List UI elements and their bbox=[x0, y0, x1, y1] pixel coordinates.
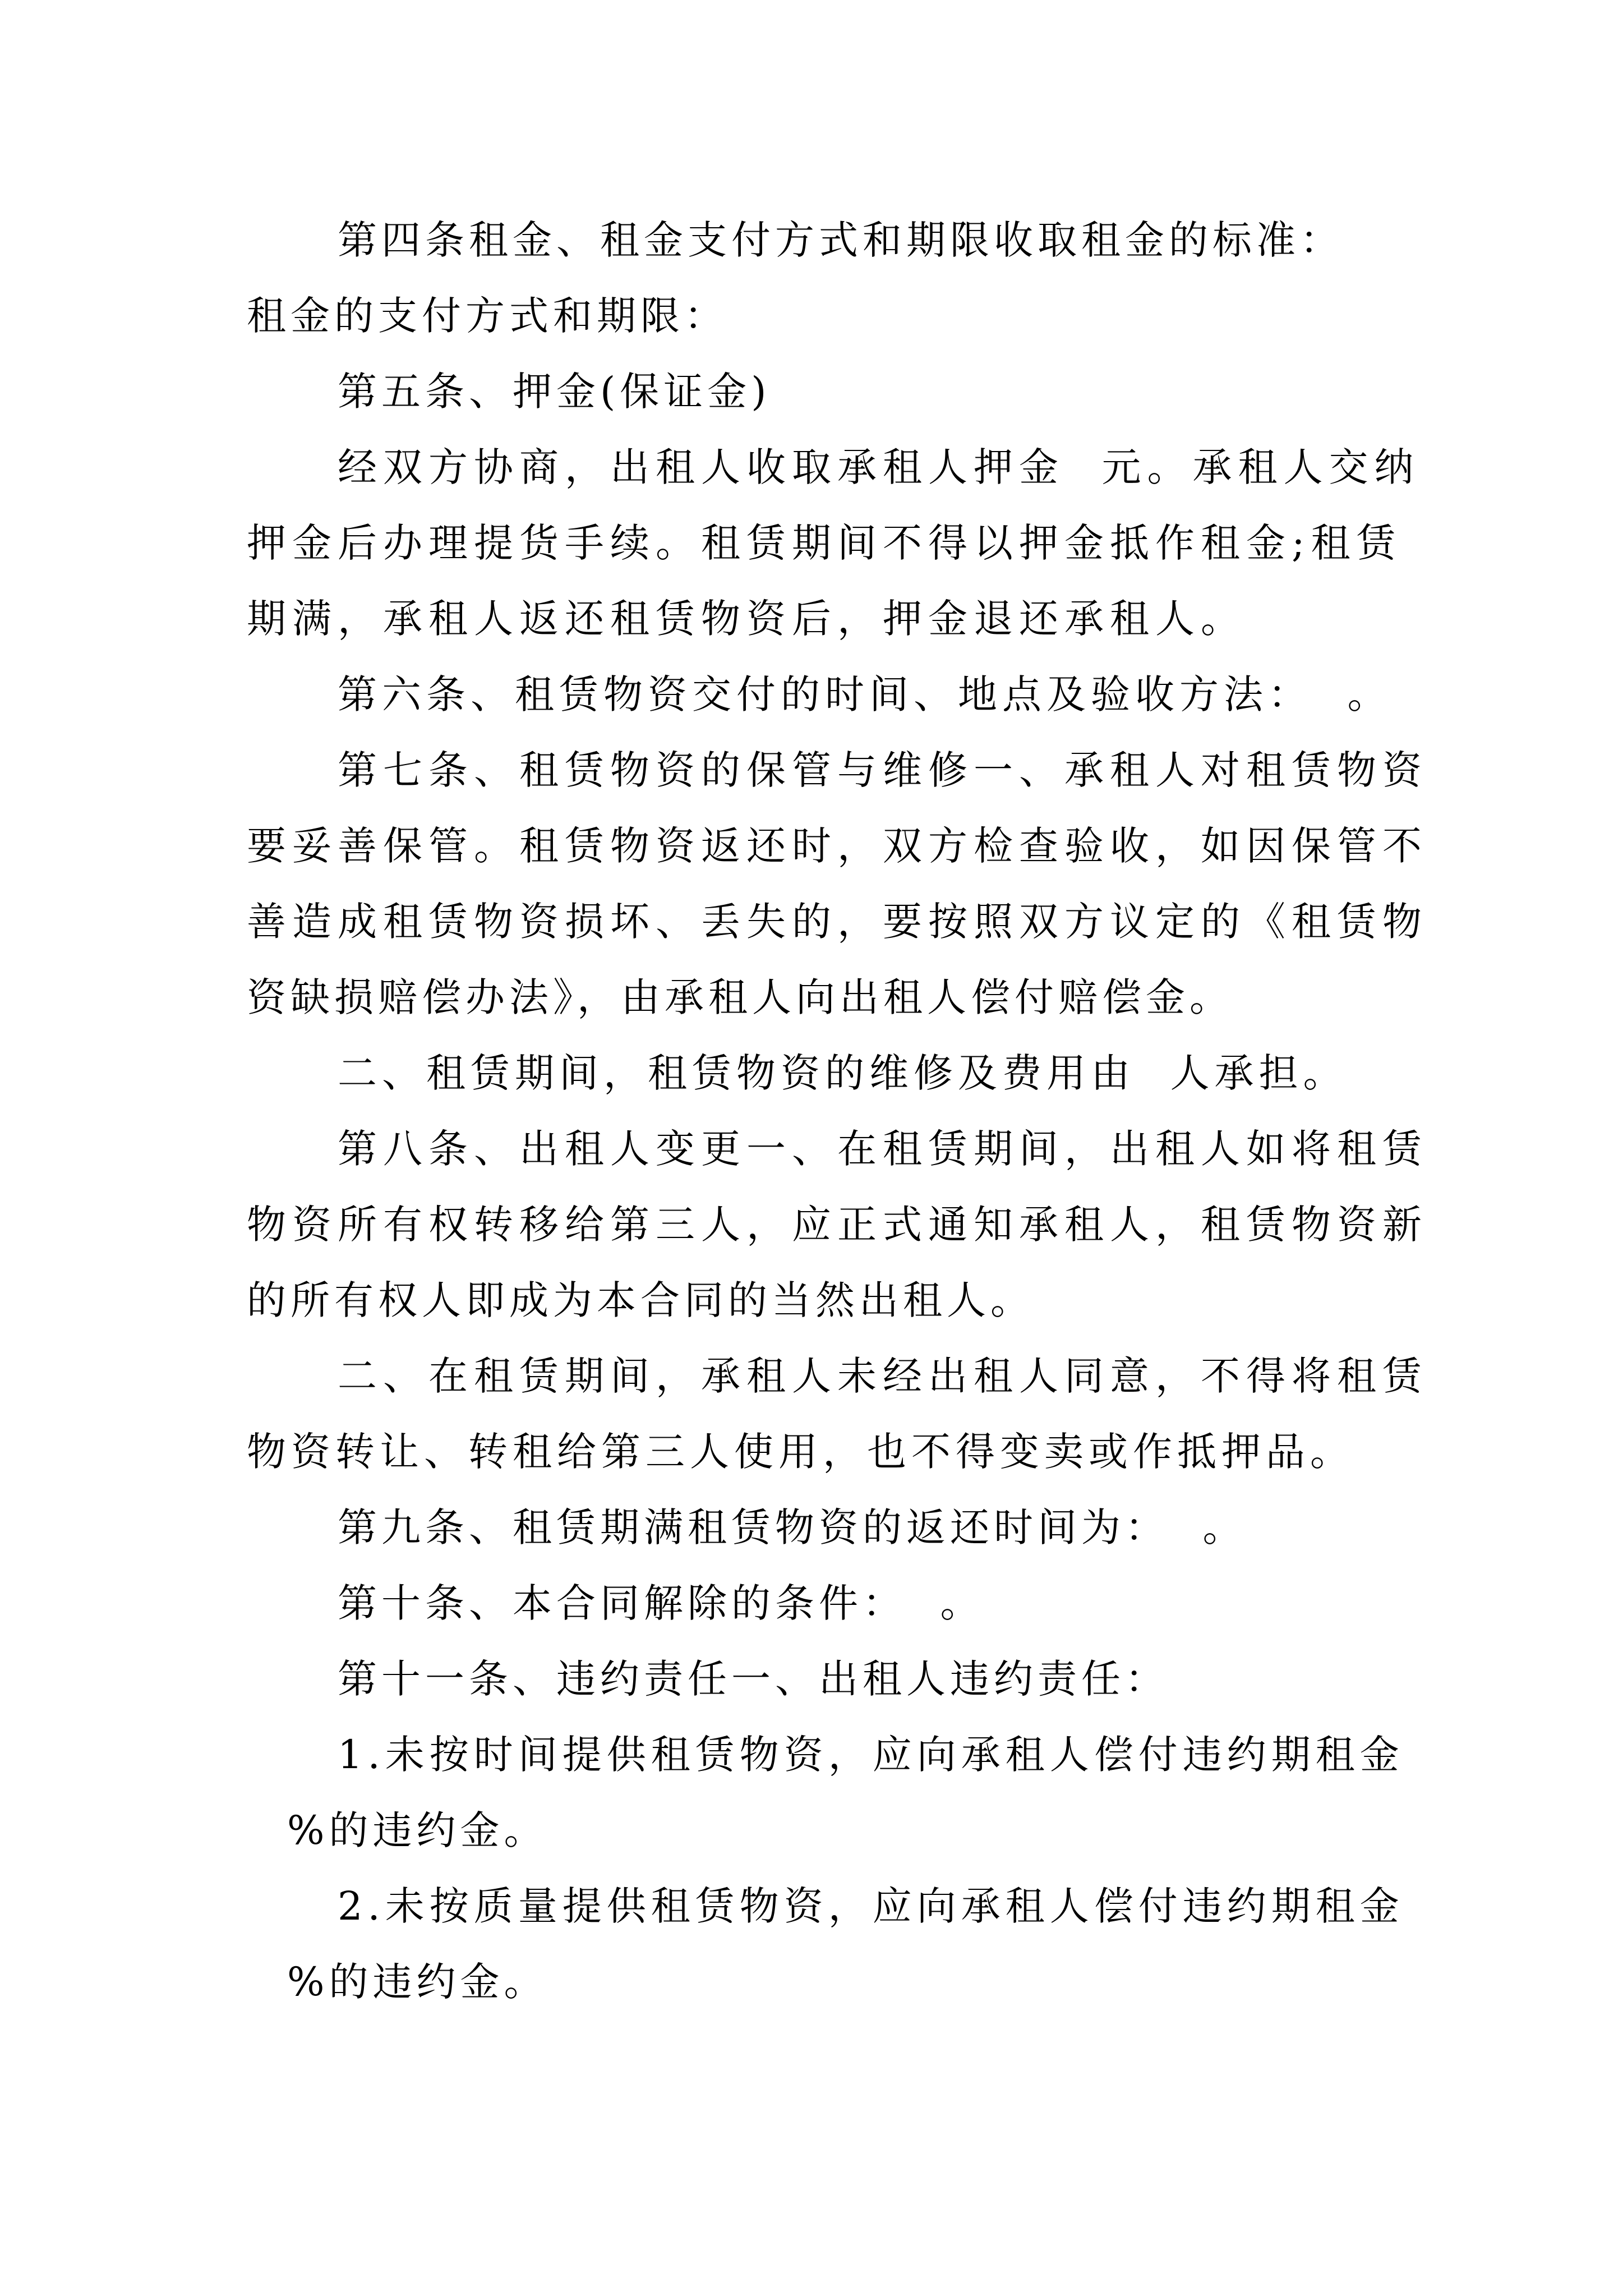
article-6-line: 第六条、租赁物资交付的时间、地点及验收方法： 。 bbox=[338, 671, 1392, 717]
article-10-line: 第十条、本合同解除的条件： 。 bbox=[338, 1580, 984, 1626]
deposit-paragraph-line-2: 押金后办理提货手续。租赁期间不得以押金抵作租金;租赁 bbox=[247, 520, 1402, 566]
breach-item-1-line-2: %的违约金。 bbox=[287, 1807, 548, 1853]
rent-payment-line: 租金的支付方式和期限： bbox=[247, 293, 728, 339]
article-4-heading: 第四条租金、租金支付方式和期限收取租金的标准： bbox=[338, 217, 1344, 263]
article-8-line-2: 物资所有权转移给第三人，应正式通知承租人，租赁物资新 bbox=[247, 1202, 1428, 1248]
breach-item-1-line-1: 1.未按时间提供租赁物资，应向承租人偿付违约期租金 bbox=[338, 1732, 1404, 1778]
deposit-paragraph-line-1: 经双方协商，出租人收取承租人押金 元。承租人交纳 bbox=[338, 444, 1420, 490]
article-7-line-3: 善造成租赁物资损坏、丢失的，要按照双方议定的《租赁物 bbox=[247, 899, 1428, 945]
article-7-line-4: 资缺损赔偿办法》，由承租人向出租人偿付赔偿金。 bbox=[247, 974, 1233, 1020]
article-8-line-3: 的所有权人即成为本合同的当然出租人。 bbox=[247, 1277, 1034, 1323]
sublease-clause-line-2: 物资转让、转租给第三人使用，也不得变卖或作抵押品。 bbox=[247, 1429, 1354, 1475]
article-7-line-1: 第七条、租赁物资的保管与维修一、承租人对租赁物资 bbox=[338, 747, 1428, 793]
article-8-line-1: 第八条、出租人变更一、在租赁期间，出租人如将租赁 bbox=[338, 1126, 1428, 1172]
sublease-clause-line-1: 二、在租赁期间，承租人未经出租人同意，不得将租赁 bbox=[338, 1353, 1428, 1399]
deposit-paragraph-line-3: 期满，承租人返还租赁物资后，押金退还承租人。 bbox=[247, 596, 1246, 642]
maintenance-clause: 二、租赁期间，租赁物资的维修及费用由 人承担。 bbox=[338, 1050, 1348, 1096]
article-5-heading: 第五条、押金(保证金) bbox=[338, 369, 771, 415]
article-9-line: 第九条、租赁期满租赁物资的返还时间为： 。 bbox=[338, 1504, 1247, 1550]
breach-item-2-line-1: 2.未按质量提供租赁物资，应向承租人偿付违约期租金 bbox=[338, 1883, 1404, 1929]
article-11-heading: 第十一条、违约责任一、出租人违约责任： bbox=[338, 1656, 1169, 1702]
breach-item-2-line-2: %的违约金。 bbox=[287, 1959, 548, 2005]
article-7-line-2: 要妥善保管。租赁物资返还时，双方检查验收，如因保管不 bbox=[247, 823, 1428, 869]
